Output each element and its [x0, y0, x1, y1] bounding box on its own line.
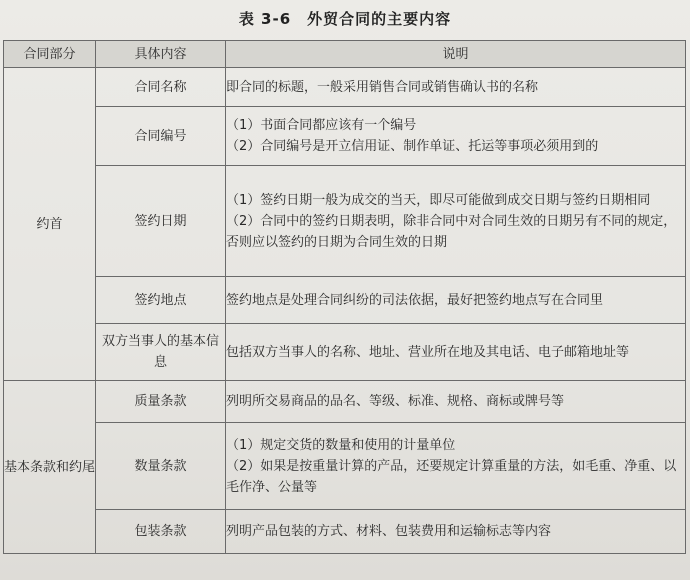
desc-line: 包括双方当事人的名称、地址、营业所在地及其电话、电子邮箱地址等 — [226, 344, 630, 360]
desc-cell — [226, 166, 686, 277]
desc-line: 签约地点是处理合同纠纷的司法依据，最好把签约地点写在合同里 — [226, 292, 604, 308]
header-specific-content: 具体内容 — [96, 41, 226, 68]
desc-line: （1）规定交货的数量和使用的计量单位 — [226, 437, 456, 453]
desc-cell — [226, 68, 686, 107]
desc-cell — [226, 107, 686, 166]
table-row — [4, 423, 686, 510]
desc-line: 列明所交易商品的品名、等级、标准、规格、商标或牌号等 — [226, 394, 565, 409]
desc-line: （2）如果是按重量计算的产品，还要规定计算重量的方法，如毛重、净重、以毛作净、公量等 — [226, 458, 677, 495]
table-header-row — [4, 41, 686, 68]
desc-line: 即合同的标题，一般采用销售合同或销售确认书的名称 — [226, 79, 539, 95]
section-cell: 基本条款和约尾 — [4, 381, 96, 554]
item-cell: 签约日期 — [96, 166, 226, 277]
table-row — [4, 68, 686, 107]
desc-cell — [226, 423, 686, 510]
item-cell: 数量条款 — [96, 423, 226, 510]
table-row — [4, 510, 686, 554]
item-cell: 签约地点 — [96, 277, 226, 324]
item-cell: 合同编号 — [96, 107, 226, 166]
header-contract-part: 合同部分 — [4, 41, 96, 68]
desc-line: （1）签约日期一般为成交的当天，即尽可能做到成交日期与签约日期相同 — [226, 192, 651, 208]
item-cell: 双方当事人的基本信息 — [96, 324, 226, 381]
desc-cell — [226, 381, 686, 423]
desc-line: 列明产品包装的方式、材料、包装费用和运输标志等内容 — [226, 524, 552, 539]
desc-line: （2）合同编号是开立信用证、制作单证、托运等事项必须用到的 — [226, 139, 599, 154]
desc-line: （1）书面合同都应该有一个编号 — [226, 118, 417, 133]
table-row — [4, 324, 686, 381]
desc-line: （2）合同中的签约日期表明，除非合同中对合同生效的日期另有不同的规定，否则应以签约的日期为合同生效的日期 — [226, 213, 677, 250]
table-row — [4, 107, 686, 166]
desc-cell — [226, 277, 686, 324]
table-row — [4, 277, 686, 324]
item-cell: 包装条款 — [96, 510, 226, 554]
desc-cell — [226, 510, 686, 554]
table-row — [4, 166, 686, 277]
table-title: 表 3-6 外贸合同的主要内容 — [238, 10, 452, 28]
desc-cell — [226, 324, 686, 381]
item-cell: 质量条款 — [96, 381, 226, 423]
section-cell: 约首 — [4, 68, 96, 381]
header-description: 说明 — [226, 41, 686, 68]
item-cell: 合同名称 — [96, 68, 226, 107]
contract-content-table — [3, 40, 686, 554]
table-row — [4, 381, 686, 423]
